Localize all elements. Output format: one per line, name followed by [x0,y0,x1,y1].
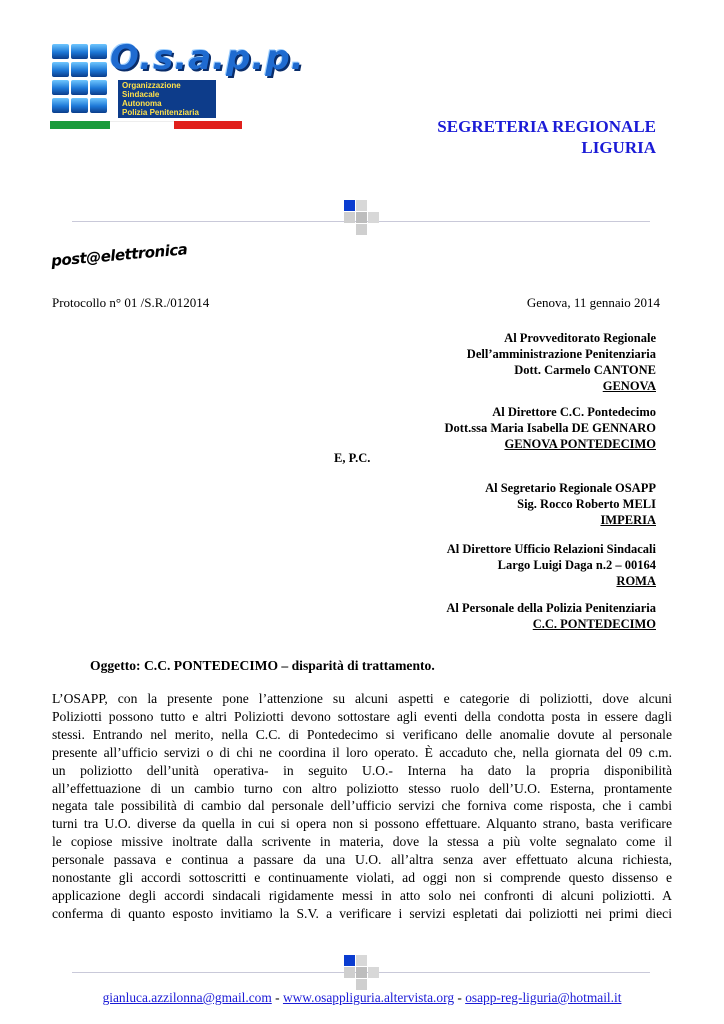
recipient-line: Al Personale della Polizia Penitenziaria [446,601,656,615]
header-line-2: LIGURIA [581,138,656,157]
body-line: le copiose missive inoltrate dalla scrivente in materia, dove la stessa a più volte segnalato come il [52,834,672,850]
footer-email-link[interactable]: gianluca.azzilonna@gmail.com [102,990,272,1005]
footer-website-link[interactable]: www.osappliguria.altervista.org [282,990,455,1005]
recipient-line: Al Direttore Ufficio Relazioni Sindacali [446,542,656,556]
recipient-line: Dell’amministrazione Penitenziaria [466,347,656,361]
recipient-block-3 [485,480,656,528]
recipient-line: Al Provveditorato Regionale [504,331,656,345]
body-line: nonostante gli accordi sottoscritti e continuamente violati, ad oggi non si comprende questo dissenso e [52,870,672,886]
recipient-block-5 [446,600,656,632]
logo-subtitle [118,80,216,118]
logo-subtitle-line: Sindacale [122,90,160,99]
epc-label: E, P.C. [334,451,371,465]
letter-body [52,690,672,923]
osapp-logo [50,38,305,133]
recipient-line: C.C. PONTEDECIMO [532,617,656,631]
protocol-number: Protocollo n° 01 /S.R./012014 [52,295,210,310]
logo-subtitle-line: Autonoma [122,99,162,108]
recipient-line: Sig. Rocco Roberto MELI [517,497,656,511]
recipient-line: IMPERIA [600,513,656,527]
body-line: all’effettuazione di un cambio turno con altro poliziotto stesso ruolo dell’U.O. Esterna, prontamente [52,780,672,796]
footer-email2-link[interactable]: osapp-reg-liguria@hotmail.it [465,990,622,1005]
footer-contacts: gianluca.azzilonna@gmail.com - www.osappliguria.altervista.org - osapp-reg-liguria@hotmail.it [102,990,622,1005]
body-line: Poliziotti possono tutto e altri Poliziotti devono sottostare agli eventi della condotta posta in essere dagli [52,708,672,724]
recipient-line: GENOVA PONTEDECIMO [504,437,656,451]
body-line: L’OSAPP, con la presente pone l’attenzione su alcuni aspetti e categorie di poliziotti, dove alcuni [52,691,672,706]
logo-subtitle-line: Polizia Penitenziaria [122,108,199,117]
logo-cubes-icon [50,40,112,122]
recipient-line: Dott.ssa Maria Isabella DE GENNARO [444,421,656,435]
recipient-line: Dott. Carmelo CANTONE [514,363,656,377]
header-line-1: SEGRETERIA REGIONALE [437,117,656,136]
recipient-line: Al Direttore C.C. Pontedecimo [492,405,656,419]
body-line: presente all’ufficio servizi o di chi ne coordina il loro operato. È accaduto che, nella giornata del 09 c.m. [52,744,672,760]
body-line: un poliziotto dell’unità operativa- in seguito U.O.- Interna ha dato la propria disponibilità [52,762,672,778]
pec-label: post@elettronica [50,240,188,270]
body-line: personale passava e continua a passare da una U.O. all’altra senza aver effettuato alcuna richiesta, [52,852,672,868]
recipient-line: GENOVA [602,379,656,393]
body-line: stessi. Entrando nel merito, nella C.C. di Pontedecimo si verificano delle anomalie dovute al personale [52,726,672,742]
recipient-block-2 [445,404,656,452]
body-line: negata tale possibilità di cambio dal personale dell’ufficio servizi che forniva come risposta, che i cambi [52,798,672,814]
recipient-line: Largo Luigi Daga n.2 – 00164 [497,558,656,572]
italian-flag-stripe [50,121,242,129]
header-title [437,116,656,158]
body-line: turni tra U.O. diverse da quella in cui si opera non si possono effettuare. Alquanto strano, basta verificare [52,816,672,832]
logo-subtitle-line: Organizzazione [122,81,181,90]
subject-line: Oggetto: C.C. PONTEDECIMO – disparità di trattamento. [90,658,435,673]
body-line: applicazione degli accordi sindacali rigidamente messi in atto solo nei confronti di alcuni poliziotti. A [52,887,672,903]
body-line: conferma di quanto esposto invitiamo la S.V. a verificare i servizi espletati dai poliziotti nei primi dieci [52,905,672,921]
logo-wordmark: O.s.a.p.p. [110,38,305,78]
place-date: Genova, 11 gennaio 2014 [526,295,660,310]
recipient-block-4 [447,541,656,589]
recipient-block-1 [467,330,656,394]
recipient-line: Al Segretario Regionale OSAPP [485,481,656,495]
recipient-line: ROMA [616,574,656,588]
